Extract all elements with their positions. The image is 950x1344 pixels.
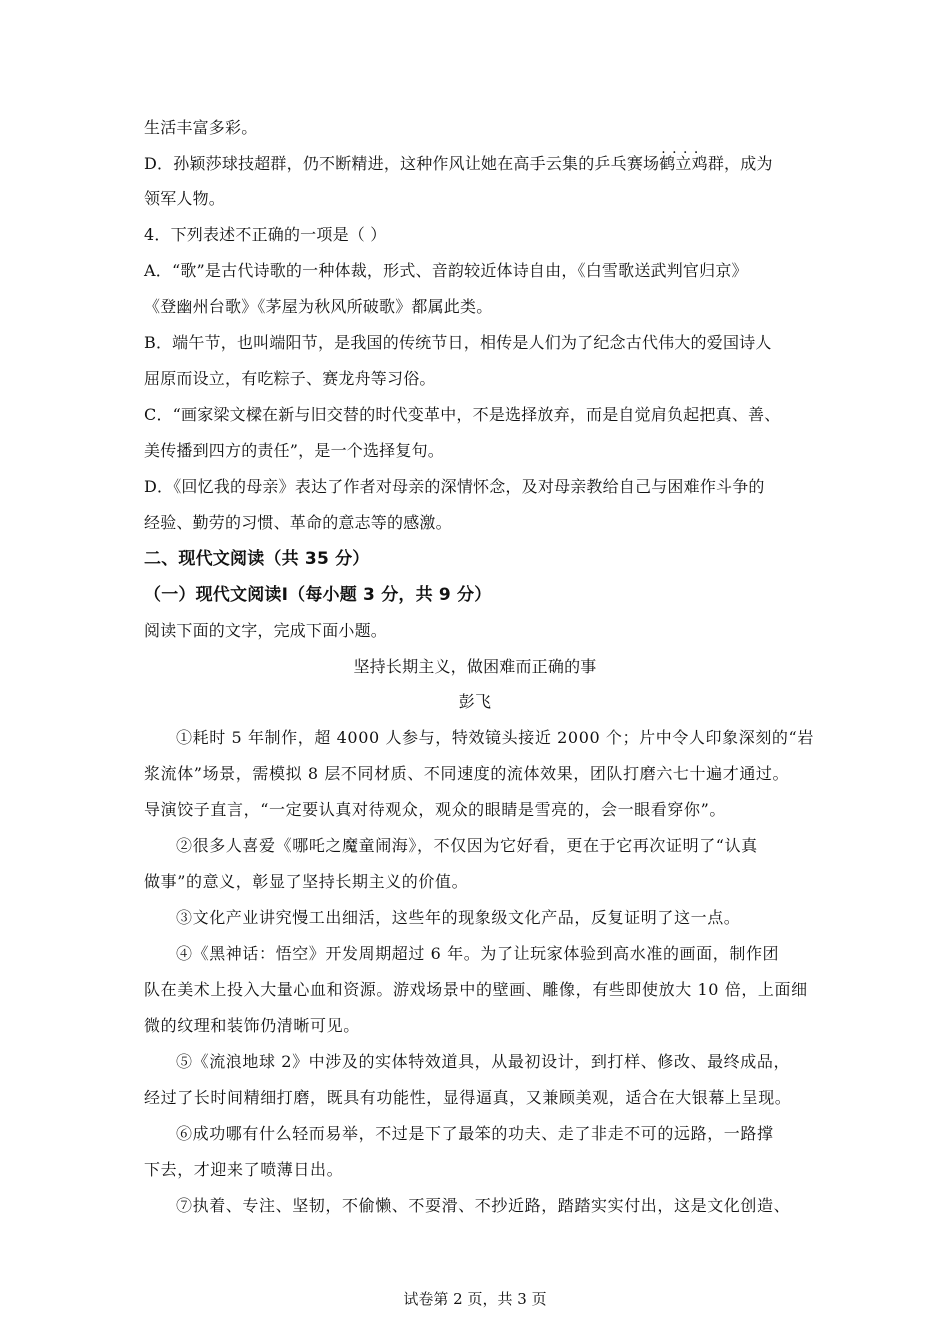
option-a-line-1: A．“歌”是古代诗歌的一种体裁，形式、音韵较近体诗自由，《白雪歌送武判官归京》 [144, 261, 748, 280]
emphasized-idiom: · · 鹤立鸡群 [659, 154, 724, 173]
article-line: ⑥成功哪有什么轻而易举，不过是下了最笨的功夫、走了非走不可的远路，一路撑 [176, 1124, 774, 1143]
article-line: 经过了长时间精细打磨，既具有功能性，显得逼真，又兼顾美观，适合在大银幕上呈现。 [144, 1088, 792, 1107]
article-line: ③文化产业讲究慢工出细活，这些年的现象级文化产品，反复证明了这一点。 [176, 908, 741, 927]
article-author: 彭飞 [458, 692, 492, 711]
article-line: ⑦执着、专注、坚韧，不偷懒、不耍滑、不抄近路，踏踏实实付出，这是文化创造、 [176, 1196, 791, 1215]
option-c-line-1: C．“画家梁文樑在新与旧交替的时代变革中，不是选择放弃，而是自觉肩负起把真、善、 [144, 405, 781, 424]
article-line: 微的纹理和装饰仍清晰可见。 [144, 1016, 360, 1035]
text-line: 领军人物。 [144, 189, 226, 208]
option-d-text: D．孙颖莎球技超群，仍不断精进，这种作风让她在高手云集的乒乓赛场 [144, 154, 660, 173]
option-d-tail: ，成为 [724, 154, 773, 173]
option-d2-line-2: 经验、勤劳的习惯、革命的意志等的感激。 [144, 513, 452, 532]
article-line: 浆流体”场景，需模拟 8 层不同材质、不同速度的流体效果，团队打磨六七十遍才通过。 [144, 764, 790, 783]
page-footer: 试卷第 2 页，共 3 页 [403, 1290, 547, 1308]
article-line: ②很多人喜爱《哪吒之魔童闹海》，不仅因为它好看，更在于它再次证明了“认真 [176, 836, 758, 855]
option-b-line-2: 屈原而设立，有吃粽子、赛龙舟等习俗。 [144, 369, 436, 388]
article-line: ⑤《流浪地球 2》中涉及的实体特效道具，从最初设计，到打样、修改、最终成品， [176, 1052, 791, 1071]
article-line: 做事”的意义，彰显了坚持长期主义的价值。 [144, 872, 469, 891]
article-line: 队在美术上投入大量心血和资源。游戏场景中的壁画、雕像，有些即使放大 10 倍，上面细 [144, 980, 808, 999]
article-title: 坚持长期主义，做困难而正确的事 [353, 657, 597, 676]
section-title: 二、现代文阅读（共 35 分） [144, 549, 370, 569]
question-4-stem: 4．下列表述不正确的一项是（ ） [144, 225, 387, 244]
option-d2-line-1: D．《回忆我的母亲》表达了作者对母亲的深情怀念，及对母亲教给自己与困难作斗争的 [144, 477, 765, 496]
article-line: 下去，才迎来了喷薄日出。 [144, 1160, 344, 1179]
section-subtitle: （一）现代文阅读Ⅰ（每小题 3 分，共 9 分） [144, 585, 492, 605]
article-line: 导演饺子直言，“一定要认真对待观众，观众的眼睛是雪亮的，会一眼看穿你”。 [144, 800, 726, 819]
article-line: ④《黑神话：悟空》开发周期超过 6 年。为了让玩家体验到高水准的画面，制作团 [176, 944, 780, 963]
article-line: ①耗时 5 年制作，超 4000 人参与，特效镜头接近 2000 个；片中令人印象深刻的“岩 [176, 728, 814, 747]
option-a-line-2: 《登幽州台歌》《茅屋为秋风所破歌》都属此类。 [144, 297, 493, 316]
instruction: 阅读下面的文字，完成下面小题。 [144, 621, 388, 640]
option-d-line [144, 152, 814, 176]
text-line: 生活丰富多彩。 [144, 118, 258, 137]
option-b-line-1: B．端午节，也叫端阳节，是我国的传统节日，相传是人们为了纪念古代伟大的爱国诗人 [144, 333, 772, 352]
option-c-line-2: 美传播到四方的责任”，是一个选择复句。 [144, 441, 444, 460]
